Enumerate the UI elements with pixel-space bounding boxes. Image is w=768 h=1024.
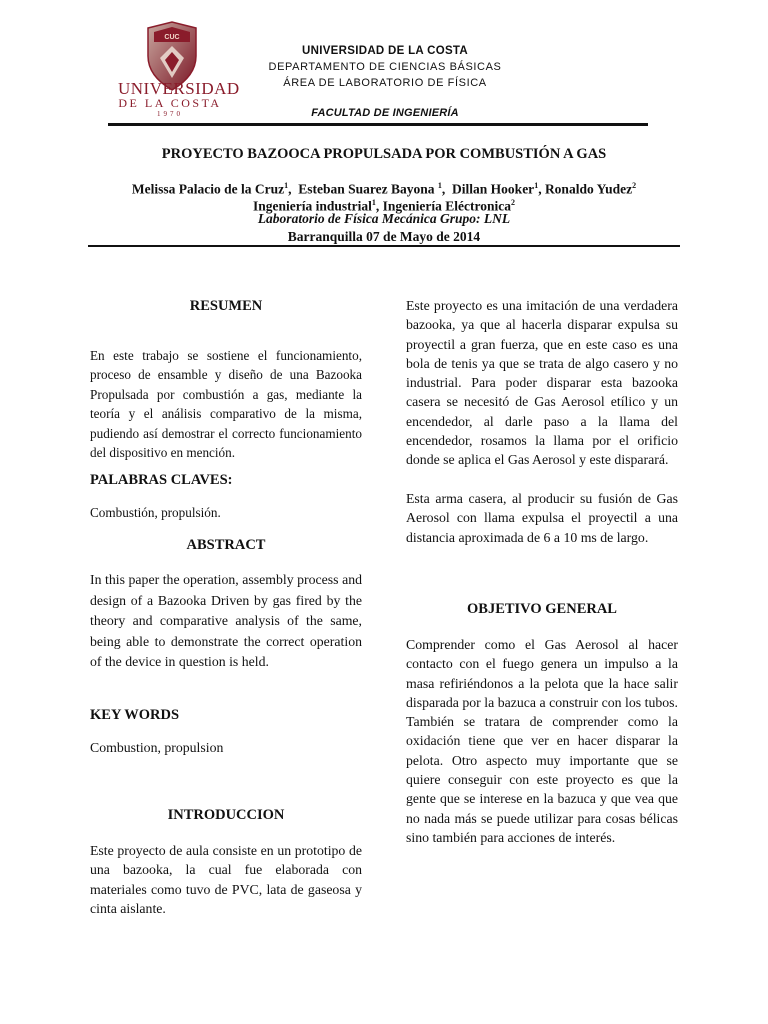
logo-year: 1970 [157,110,183,118]
author-affiliation: 2 [632,181,637,190]
department-name: DEPARTAMENTO DE CIENCIAS BÁSICAS [268,61,502,73]
program-affiliation: 1 [371,198,376,207]
lab-group: Laboratorio de Física Mecánica Grupo: LNL [257,211,511,226]
key-words-text: Combustion, propulsion [90,740,224,755]
header-divider [108,123,648,126]
resumen-heading: RESUMEN [189,298,263,314]
paper-title: PROYECTO BAZOOCA PROPULSADA POR COMBUSTIÓN A GAS [161,146,607,162]
abstract-text: In this paper the operation, assembly process and design of a Bazooka Driven by gas fired by the theory and comparative analysis of the same, being able to demonstrate the correct operation of the device in question is held. [90,572,362,670]
program-list: Ingeniería industrial$^1$, Ingeniería Eléctronica$^2$ [253,198,515,214]
title-divider [88,245,680,247]
objetivo-general-text: Comprender como el Gas Aerosol al hacer contacto con el fuego genera un impulso a la masa refiriéndonos a la pelota que la hace salir disparada por la bazuca a construir con los tubos. También se tratara de comprender como la oxidación tiene que ver en hacer disparar la pelota. Otro aspecto muy importante que se quiere conseguir con este proyecto es que la gente que se interese en la bazuca y que vea que no nada más se puede utilizar para cosas bélicas sino también para acciones de interés. [406,637,678,845]
logo-line-1: UNIVERSIDAD [118,79,240,98]
institution-name: UNIVERSIDAD DE LA COSTA [302,45,468,57]
key-words-heading: KEY WORDS [90,707,180,723]
author-name: Esteban Suarez Bayona [298,181,435,197]
program-name: Ingeniería Eléctronica [382,198,511,214]
logo-wordmark [118,79,240,119]
area-name: ÁREA DE LABORATORIO DE FÍSICA [283,77,487,89]
abstract-heading: ABSTRACT [186,537,266,553]
faculty-name: FACULTAD DE INGENIERÍA [311,107,459,119]
author-affiliation: 1 [534,181,539,190]
introduccion-heading: INTRODUCCION [167,807,285,823]
logo-badge-text: CUC [164,34,180,41]
program-affiliation: 2 [511,198,515,207]
introduccion-continued-text-2: Esta arma casera, al producir su fusión de Gas Aerosol con llama expulsa el proyectil a una distancia aproximada de 6 a 10 ms de largo. [406,491,678,545]
author-name: Melissa Palacio de la Cruz [131,181,285,197]
program-name: Ingeniería industrial [253,198,372,214]
author-list: Melissa Palacio de la Cruz$^1$, Esteban Suarez Bayona $^1$, Dillan Hooker$^1$, Ronaldo Yudez$^2$ [131,181,637,197]
author-name: Ronaldo Yudez [544,181,633,197]
paper-date: Barranquilla 07 de Mayo de 2014 [287,229,481,244]
palabras-claves-heading: PALABRAS CLAVES: [90,472,233,488]
introduccion-continued-text: Este proyecto es una imitación de una verdadera bazooka, ya que al hacerla disparar expulsa su proyectil a gran fuerza, que en este caso es una bola de tenis ya que se trata de algo casero y no industrial. Para poder disparar esta bazooka casera se necesitó de Gas Aerosol etílico y un encendedor, al darle paso a la llama del encendedor, rosamos la llama por el orificio donde se aplica el Gas Aerosol y este disparará. [406,298,678,468]
resumen-text: En este trabajo se sostiene el funcionamiento, proceso de ensamble y diseño de una Bazooka Propulsada por combustión a gas, mediante la teoría y el análisis comparativo de la misma, pudiendo así demostrar el correcto funcionamiento del dispositivo en mención. [90,348,362,461]
logo-line-2: DE LA COSTA [118,96,222,110]
author-name: Dillan Hooker [452,181,535,197]
introduccion-text: Este proyecto de aula consiste en un prototipo de una bazooka, la cual fue elaborada con materiales como tuvo de PVC, lata de gaseosa y cinta aislante. [90,843,362,916]
author-affiliation: 1 [437,181,442,190]
palabras-claves-text: Combustión, propulsión. [90,505,221,520]
author-affiliation: 1 [284,181,289,190]
objetivo-general-heading: OBJETIVO GENERAL [467,601,617,617]
